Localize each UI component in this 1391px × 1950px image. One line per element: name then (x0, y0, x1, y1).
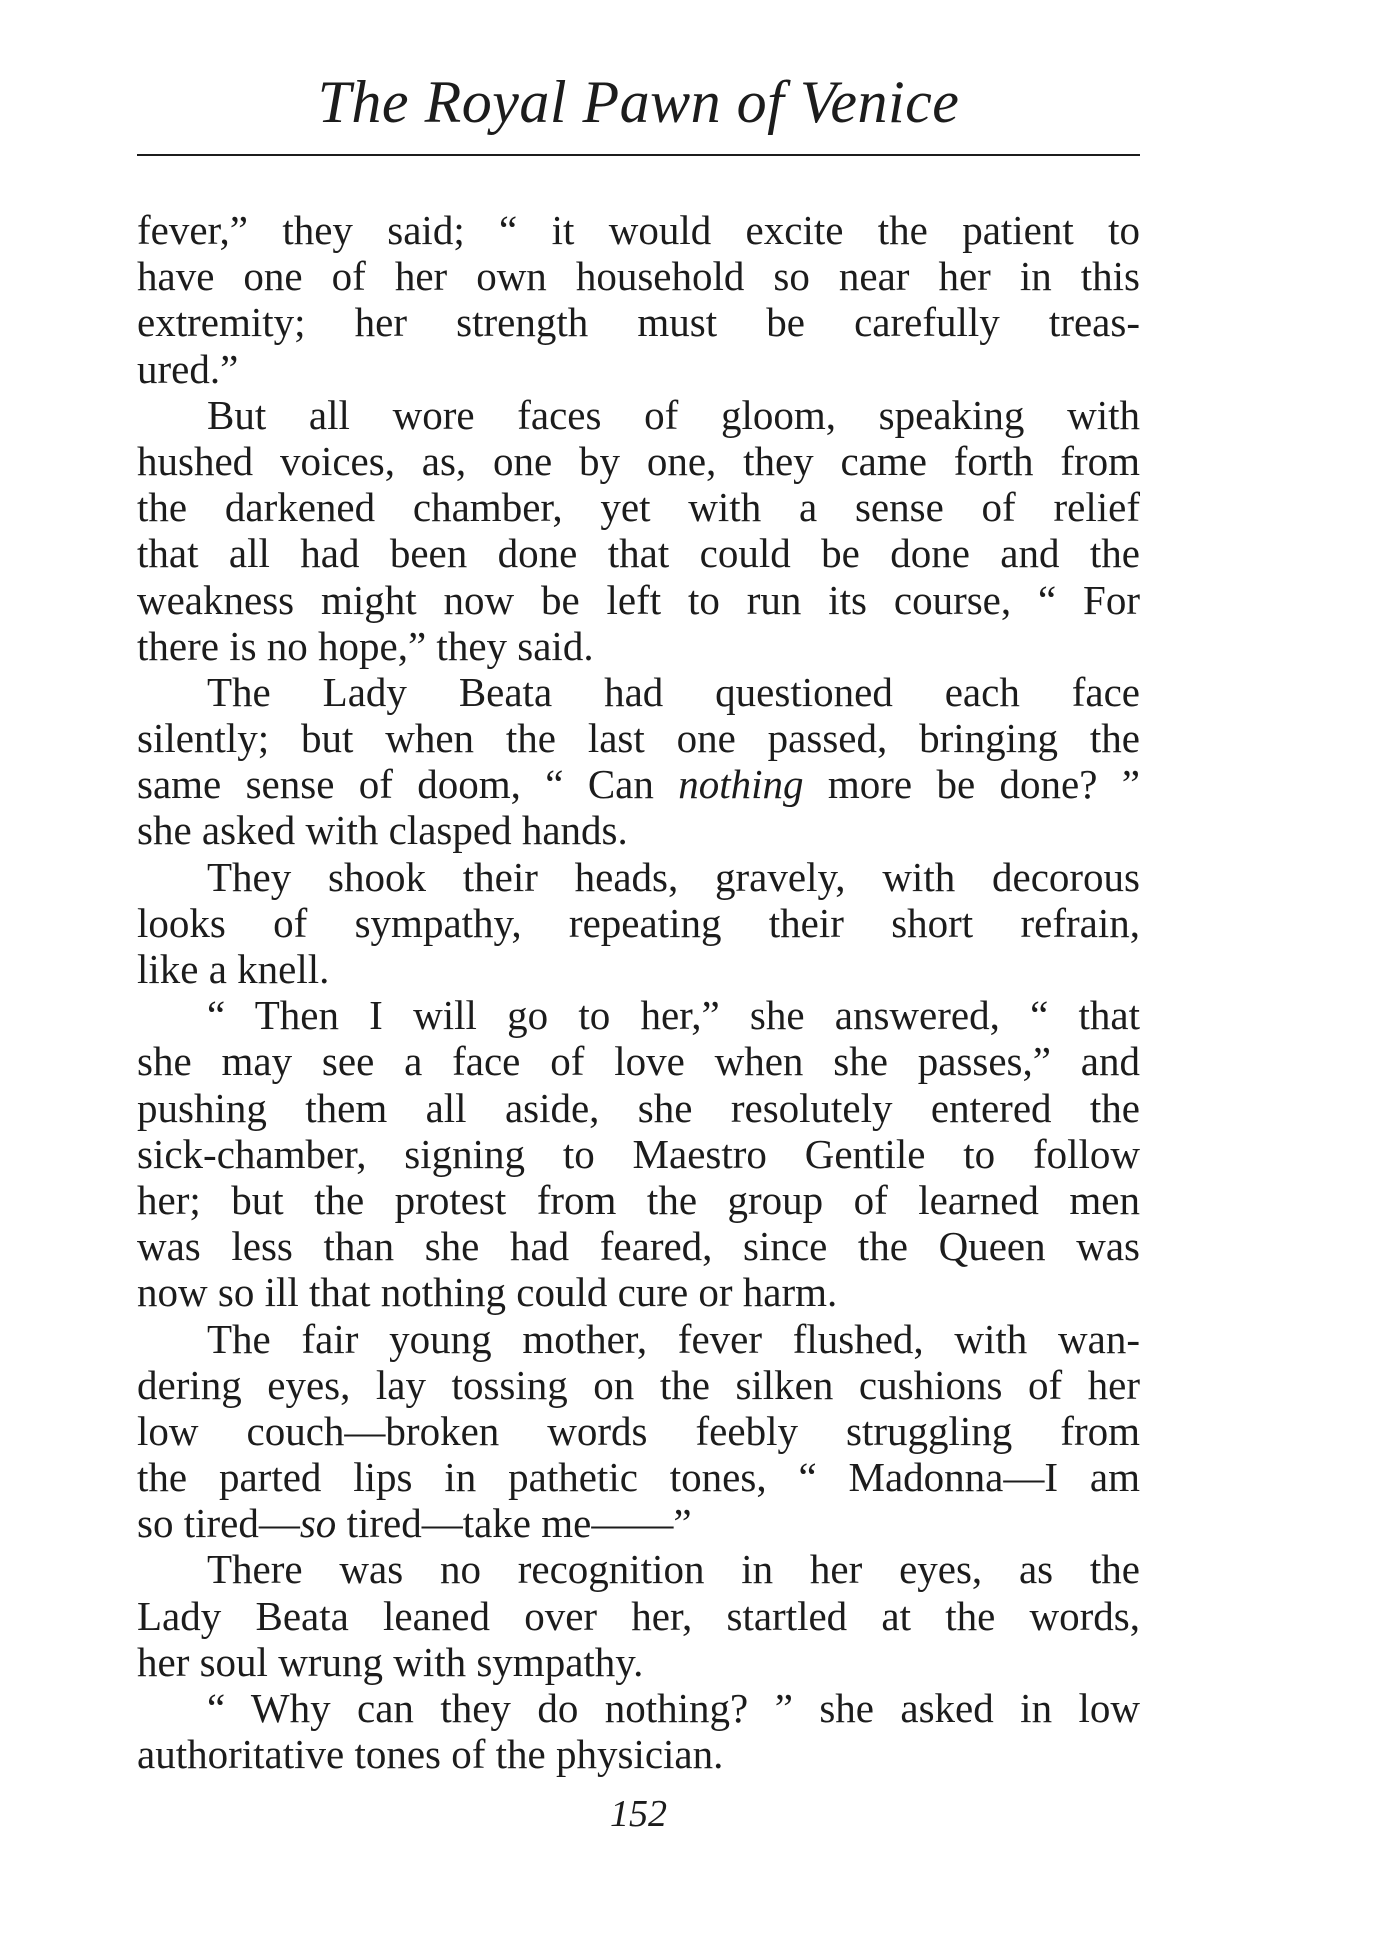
text-line (137, 761, 1140, 807)
text-line: was less than she had feared, since the Queen was (137, 1223, 1140, 1270)
text-line: now so ill that nothing could cure or harm. (137, 1269, 838, 1316)
text-line: dering eyes, lay tossing on the silken cushions of her (137, 1361, 1140, 1408)
text-line: pushing them all aside, she resolutely entered the (137, 1084, 1140, 1131)
body-text (137, 207, 1140, 1777)
text-line: silently; but when the last one passed, bringing the (137, 715, 1140, 762)
text-line: fever,” they said; “ it would excite the patient to (137, 207, 1140, 253)
italic-emphasis: nothing (678, 761, 804, 808)
text-line: sick-chamber, signing to Maestro Gentile to follow (137, 1130, 1140, 1177)
text-segment: same sense of doom, “ Can (137, 761, 679, 808)
text-line: the parted lips in pathetic tones, “ Madonna—I am (137, 1454, 1140, 1501)
text-line: ured.” (137, 345, 239, 392)
text-line: Lady Beata leaned over her, startled at the words, (137, 1592, 1140, 1639)
text-line: looks of sympathy, repeating their short refrain, (137, 899, 1140, 946)
text-line: the darkened chamber, yet with a sense of relief (137, 484, 1140, 531)
text-line: But all wore faces of gloom, speaking with (207, 391, 1140, 438)
text-line: authoritative tones of the physician. (137, 1731, 724, 1778)
text-line (137, 1500, 1140, 1546)
text-line: There was no recognition in her eyes, as the (207, 1546, 1140, 1593)
header-rule (137, 154, 1140, 156)
text-line: she asked with clasped hands. (137, 807, 628, 854)
page-number: 152 (610, 1793, 667, 1835)
running-head: The Royal Pawn of Venice (317, 69, 960, 135)
text-line: They shook their heads, gravely, with decorous (207, 853, 1140, 900)
text-line: “ Then I will go to her,” she answered, “ that (207, 992, 1140, 1039)
text-line: “ Why can they do nothing? ” she asked in low (207, 1685, 1140, 1731)
text-line: The fair young mother, fever flushed, with wan- (207, 1315, 1140, 1362)
text-line: she may see a face of love when she passes,” and (137, 1038, 1140, 1085)
text-segment: more be done? ” (803, 761, 1140, 808)
text-line: have one of her own household so near her in this (137, 253, 1140, 300)
text-line: that all had been done that could be done and the (137, 530, 1140, 577)
text-line: low couch—broken words feebly struggling from (137, 1407, 1140, 1454)
text-line: The Lady Beata had questioned each face (207, 668, 1140, 715)
text-line: her; but the protest from the group of learned men (137, 1176, 1140, 1223)
text-line: hushed voices, as, one by one, they came forth from (137, 437, 1140, 484)
text-segment: tired—take me——” (336, 1500, 692, 1547)
text-segment: so tired— (137, 1500, 300, 1547)
text-line: like a knell. (137, 946, 330, 992)
text-line: extremity; her strength must be carefully treas- (137, 299, 1140, 346)
italic-emphasis: so (299, 1500, 337, 1547)
text-line: there is no hope,” they said. (137, 622, 594, 669)
text-line: her soul wrung with sympathy. (137, 1638, 644, 1685)
text-line: weakness might now be left to run its course, “ For (137, 576, 1140, 623)
